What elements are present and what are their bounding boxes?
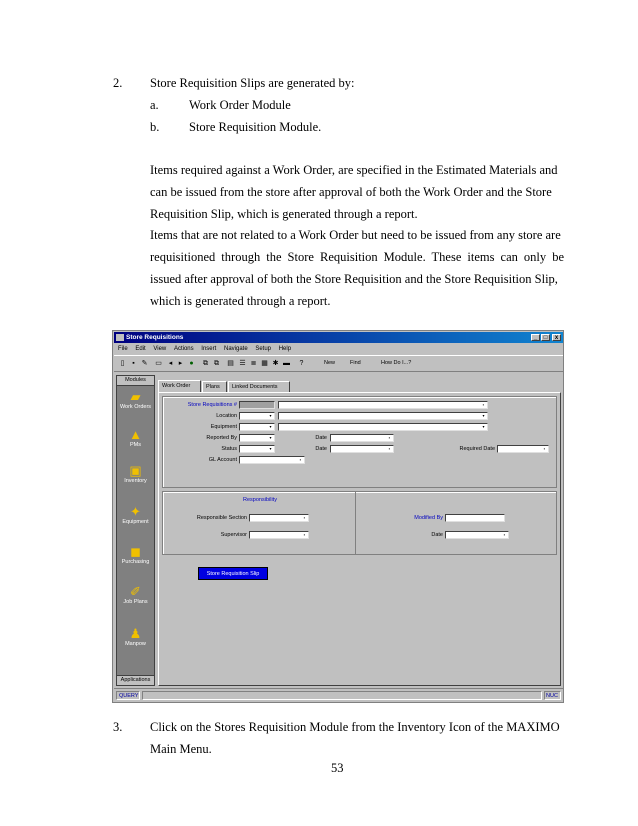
minimize-button[interactable]: _ [531,334,540,341]
sub-b-letter: b. [150,120,160,134]
pms-icon: ▲ [129,427,142,442]
next-icon[interactable]: ▸ [178,360,183,367]
store-requisitions-number-field[interactable] [239,401,275,409]
menu-actions[interactable]: Actions [173,346,194,352]
clear-icon[interactable]: ▭ [155,360,162,367]
modules-header: Modules [117,376,154,386]
para1-line-1: Items required against a Work Order, are specified in the Estimated Materials and [150,163,558,177]
item-2-text: Store Requisition Slips are generated by: [150,76,355,90]
tab-linked-documents[interactable]: Linked Documents [228,381,290,392]
reported-by-label: Reported By [206,435,237,441]
lookup-icon: ▪ [299,457,302,462]
menu-edit[interactable]: Edit [135,346,146,352]
purchasing-icon: ◼ [130,544,141,559]
tab-plans[interactable]: Plans [202,381,227,392]
menu-navigate[interactable]: Navigate [223,346,248,352]
globe-icon[interactable]: ● [189,360,194,367]
how-do-i-button[interactable]: How Do I...? [381,360,412,366]
required-date-label: Required Date [459,446,495,452]
copy-icon[interactable]: ⧉ [203,360,208,367]
find-button[interactable]: Find [350,360,361,366]
item-3-line-2: Main Menu. [150,742,212,756]
gl-account-field[interactable] [239,456,305,464]
sidebar-item-job-plans[interactable]: ✐ Job Plans [117,584,154,605]
app-icon [116,334,124,341]
sidebar-item-purchasing[interactable]: ◼ Purchasing [117,544,154,565]
manpower-icon: ♟ [129,626,142,641]
equipment-label: Equipment [210,424,237,430]
sub-a-letter: a. [150,98,159,112]
close-button[interactable]: x [552,334,561,341]
lookup-icon: ▪ [303,532,306,537]
nuc-indicator: NUC [544,691,561,700]
responsibility-heading: Responsibility [243,497,277,503]
menu-insert[interactable]: Insert [201,346,217,352]
new-button[interactable]: New [324,360,336,366]
applications-button[interactable]: Applications [117,675,154,685]
sidebar-item-inventory[interactable]: ▣ Inventory [117,463,154,484]
job-plans-icon: ✐ [130,584,141,599]
print-icon[interactable]: ▤ [227,360,234,367]
window-title-bar [114,332,563,343]
inventory-icon: ▣ [129,463,142,478]
para2-line-2: requisitioned through the Store Requisition Module. These items can only be [150,250,564,264]
dropdown-icon: ▾ [482,413,485,418]
date-label-2: Date [315,446,327,452]
equipment-field[interactable] [239,423,275,431]
work-order-panel [158,392,561,686]
store-requisitions-desc-field[interactable] [278,401,488,409]
responsible-section-field[interactable] [249,514,309,522]
calendar-icon: ▪ [388,446,391,451]
modules-sidebar [116,375,155,686]
group-divider [355,491,356,555]
responsible-section-label: Responsible Section [196,515,247,521]
dropdown-icon: ▾ [269,446,272,451]
responsibility-group [162,491,557,555]
sidebar-item-equipment[interactable]: ✦ Equipment [117,504,154,525]
toolbar [114,355,563,372]
tab-work-order[interactable]: Work Order [158,380,201,392]
list-icon[interactable]: ☰ [239,360,246,367]
lookup-icon: ▪ [482,402,485,407]
dropdown-icon: ▾ [269,424,272,429]
calendar-icon: ▪ [503,532,506,537]
modified-by-field[interactable] [445,514,505,522]
date-label-1: Date [315,435,327,441]
sidebar-item-pms[interactable]: ▲ PMs [117,427,154,448]
date-field-2[interactable] [330,445,394,453]
reported-by-field[interactable] [239,434,275,442]
help-icon[interactable]: ? [299,360,304,367]
date-label-3: Date [431,532,443,538]
edit-icon[interactable]: ✎ [141,360,148,367]
store-requisitions-label: Store Requisitions # [187,402,237,408]
date-field-3[interactable] [445,531,509,539]
star-icon[interactable]: ✱ [272,360,279,367]
location-field[interactable] [239,412,275,420]
item-2-number: 2. [113,76,123,90]
para1-line-2: can be issued from the store after approval of both the Work Order and the Store [150,185,552,199]
para2-line-4: which is generated through a report. [150,294,331,308]
folder-icon[interactable]: ▬ [283,360,290,367]
header-group [162,396,557,488]
status-field[interactable] [239,445,275,453]
mode-indicator: QUERY [116,691,140,700]
status-bar [114,688,563,701]
sub-a-text: Work Order Module [189,98,291,112]
menu-file[interactable]: File [118,346,128,352]
sidebar-item-manpower[interactable]: ♟ Manpow [117,626,154,647]
calendar-icon: ▪ [388,435,391,440]
work-orders-icon: ▰ [130,389,141,404]
location-desc-field[interactable] [278,412,488,420]
dropdown-icon: ▾ [269,413,272,418]
lookup-icon: ▪ [303,515,306,520]
store-requisition-slip-button[interactable]: Store Requisition Slip [198,567,268,580]
new-doc-icon[interactable]: ▯ [120,360,125,367]
maximize-button[interactable]: □ [541,334,550,341]
calendar-icon: ▪ [543,446,546,451]
required-date-field[interactable] [497,445,549,453]
store-requisitions-window [112,330,564,703]
save-icon[interactable]: ▪ [132,360,135,367]
para1-line-3: Requisition Slip, which is generated through a report. [150,207,418,221]
date-field-1[interactable] [330,434,394,442]
status-message [142,691,542,700]
location-label: Location [216,413,237,419]
sub-b-text: Store Requisition Module. [189,120,322,134]
item-3-number: 3. [113,720,123,734]
checker-icon[interactable]: ▦ [261,360,268,367]
modified-by-label: Modified By [414,515,443,521]
status-label: Status [221,446,237,452]
para2-line-1: Items that are not related to a Work Order but need to be issued from any store are [150,228,561,242]
menu-view[interactable]: View [153,346,167,352]
supervisor-label: Supervisor [220,532,247,538]
database-icon[interactable]: ≣ [250,360,257,367]
window-title: Store Requisitions [126,334,184,341]
supervisor-field[interactable] [249,531,309,539]
para2-line-3: issued after approval of both the Store Requisition and the Store Requisition Slip, [150,272,558,286]
paste-icon[interactable]: ⧉ [214,360,219,367]
equipment-icon: ✦ [130,504,141,519]
menu-setup[interactable]: Setup [255,346,272,352]
menu-help[interactable]: Help [278,346,292,352]
prev-icon[interactable]: ◂ [168,360,173,367]
dropdown-icon: ▾ [269,435,272,440]
page-number: 53 [331,761,344,775]
menu-bar [114,344,563,354]
equipment-desc-field[interactable] [278,423,488,431]
dropdown-icon: ▾ [482,424,485,429]
gl-account-label: GL Account [208,457,237,463]
sidebar-item-work-orders[interactable]: ▰ Work Orders [117,389,154,410]
item-3-line-1: Click on the Stores Requisition Module from the Inventory Icon of the MAXIMO [150,720,560,734]
